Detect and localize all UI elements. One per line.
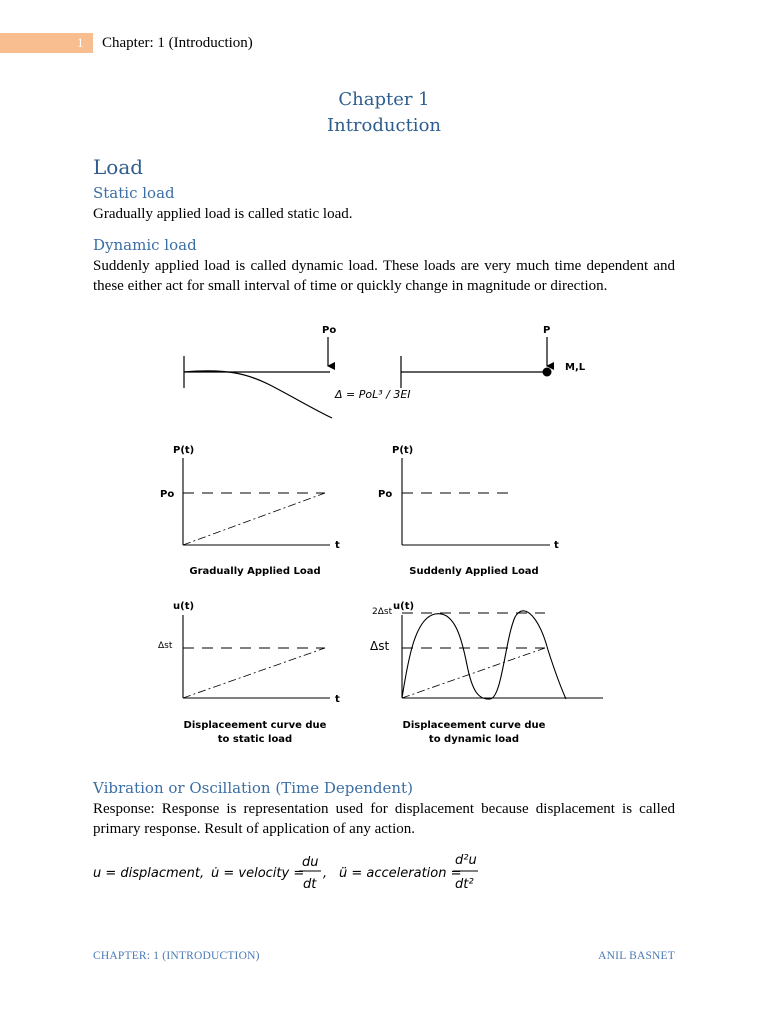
page-number: 1 — [77, 35, 84, 50]
static-load-text: Gradually applied load is called static load. — [93, 206, 353, 222]
graph2-level: Po — [378, 489, 393, 500]
graph3-caption-line2: to static load — [217, 734, 293, 745]
running-header: Chapter: 1 (Introduction) — [102, 35, 253, 51]
heading-load: Load — [93, 155, 144, 179]
graph4-ylabel: u(t) — [393, 601, 415, 612]
footer-chapter: CHAPTER: 1 (INTRODUCTION) — [93, 950, 260, 962]
graph1-level: Po — [160, 489, 175, 500]
graph2-xlabel: t — [554, 540, 559, 551]
graph-sudden-load — [402, 458, 550, 545]
graph1-ylabel: P(t) — [173, 445, 195, 456]
beam2-load-label: P — [543, 325, 551, 336]
graph3-ylabel: u(t) — [173, 601, 195, 612]
heading-static-load: Static load — [93, 184, 175, 202]
lumped-mass — [543, 368, 552, 377]
eq-displacement: u = displacment, — [93, 866, 205, 881]
graph4-caption-line2: to dynamic load — [428, 734, 520, 745]
graph-dynamic-displacement — [402, 611, 603, 699]
dynamic-load-text: Suddenly applied load is called dynamic load. These loads are very much time dependent and these either act for small interval of time or quickly change in magnitude or direction. — [93, 258, 675, 294]
graph3-xlabel: t — [335, 694, 340, 705]
beam1-load-label: Po — [322, 325, 337, 336]
graph2-ylabel: P(t) — [392, 445, 414, 456]
mass-label: M,L — [565, 362, 586, 373]
heading-vibration: Vibration or Oscillation (Time Dependent) — [93, 779, 413, 797]
eq-velocity-numerator: du — [302, 855, 319, 870]
eq-acceleration: ü = acceleration = — [339, 866, 462, 881]
graph4-level-top: 2Δst — [372, 607, 393, 617]
eq-velocity: u̇ = velocity = — [211, 866, 305, 881]
eq-acceleration-numerator: d²u — [455, 853, 477, 868]
cantilever-beam-gradual — [184, 337, 332, 418]
heading-dynamic-load: Dynamic load — [93, 236, 197, 254]
graph2-caption: Suddenly Applied Load — [409, 566, 539, 577]
footer-author: ANIL BASNET — [598, 950, 675, 962]
eq-acceleration-denominator: dt² — [455, 877, 474, 892]
eq-velocity-denominator: dt — [303, 877, 317, 892]
graph4-level: Δst — [370, 639, 390, 653]
graph-gradual-load — [183, 458, 330, 545]
graph3-level: Δst — [158, 641, 173, 651]
kinematics-equation — [93, 850, 513, 900]
graph1-xlabel: t — [335, 540, 340, 551]
deflection-formula: Δ = PoL³ / 3EI — [335, 388, 411, 401]
vibration-text: Response: Response is representation used for displacement because displacement is called primary response. Result of application of any action. — [93, 801, 675, 837]
graph3-caption-line1: Displaceement curve due — [183, 720, 327, 731]
graph1-caption: Gradually Applied Load — [189, 566, 321, 577]
svg-text:,: , — [323, 866, 328, 881]
graph4-caption-line1: Displaceement curve due — [402, 720, 546, 731]
chapter-title: Introduction — [327, 115, 441, 136]
chapter-number: Chapter 1 — [338, 89, 430, 110]
cantilever-beam-sudden — [401, 337, 548, 388]
graph-static-displacement — [183, 615, 330, 698]
